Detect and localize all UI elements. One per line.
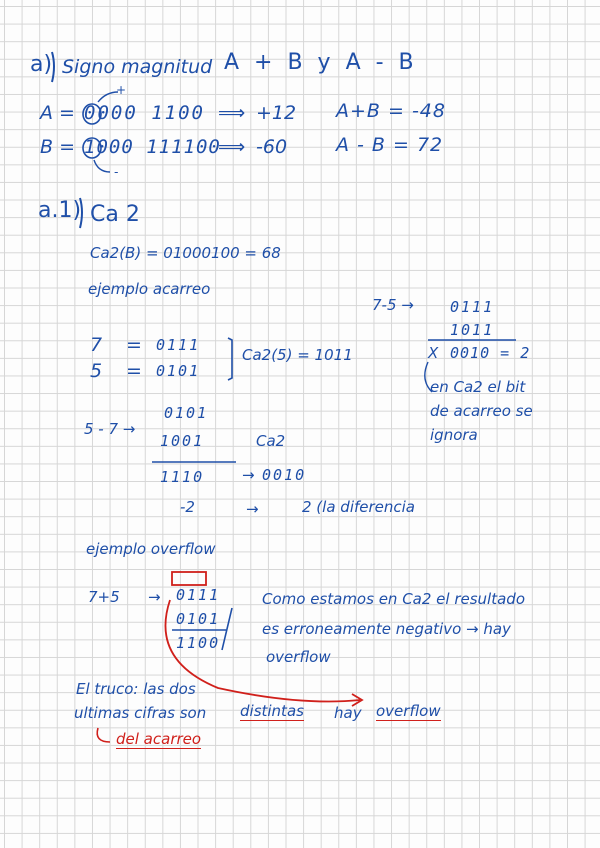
ca2-of-five: Ca2(5) = 1011	[242, 346, 353, 364]
overflow-line2: 0101	[176, 610, 221, 628]
sign-plus: +	[116, 83, 127, 97]
trick-line2a: ultimas cifras son	[74, 704, 207, 722]
a-row-value: +12	[256, 102, 297, 124]
section-a-title: Signo magnitud	[62, 56, 213, 78]
five-name: 5	[90, 360, 103, 382]
seven-bits: 0111	[156, 336, 201, 354]
ca2-of-b: Ca2(B) = 01000100 = 68	[90, 244, 281, 262]
a-row-bits: 0000 1100	[84, 102, 205, 124]
section-a-bracket	[52, 52, 54, 82]
b-row-bits: 1000 111100	[84, 136, 221, 158]
sub-7-5-line2: 1011	[450, 321, 495, 339]
overflow-line1: 0111	[176, 586, 221, 604]
b-row-value: -60	[256, 136, 288, 158]
sum-result: A+B = -48	[336, 100, 446, 122]
a-row-name: A =	[40, 102, 75, 124]
overflow-slash	[222, 608, 232, 650]
five-bits: 0101	[156, 362, 201, 380]
overflow-label: 7+5	[88, 588, 120, 606]
seven-eq: =	[126, 334, 142, 356]
sub-5-7-label: 5 - 7 →	[84, 420, 136, 438]
note-7-5-line1: en Ca2 el bit	[430, 378, 526, 396]
sub-5-7-line2: 1001	[160, 432, 205, 450]
bits-bracket	[228, 338, 232, 380]
carry-mark: X	[428, 344, 439, 362]
sub-5-7-minus-two: -2	[180, 498, 195, 516]
sign-arrow-a	[98, 92, 118, 102]
sub-5-7-line2-note: Ca2	[256, 432, 286, 450]
carry-box	[172, 572, 206, 585]
overflow-note-line1: Como estamos en Ca2 el resultado	[262, 590, 525, 608]
sub-5-7-explain: 2 (la diferencia	[302, 498, 415, 516]
sub-5-7-explain-arrow: →	[246, 500, 259, 518]
overflow-note-line3: overflow	[266, 648, 331, 666]
trick-overflow: overflow	[376, 702, 441, 720]
note-7-5-line3: ignora	[430, 426, 478, 444]
a-row-arrow: ⟹	[218, 102, 246, 124]
b-row-name: B =	[40, 136, 75, 158]
sub-7-5-label: 7-5 →	[372, 296, 414, 314]
five-eq: =	[126, 360, 142, 382]
section-a1-label: a.1)	[38, 198, 82, 223]
sub-7-5-result: 0010 = 2	[450, 344, 531, 362]
section-a-label: a)	[30, 52, 53, 77]
sub-5-7-result: 1110	[160, 468, 205, 486]
sign-minus: -	[114, 165, 119, 179]
sign-arrow-b	[94, 160, 110, 172]
diff-result: A - B = 72	[336, 134, 444, 156]
sub-5-7-result-arrow: →	[242, 466, 255, 484]
red-hook	[97, 728, 110, 742]
carry-example-title: ejemplo acarreo	[88, 280, 211, 298]
trick-distinct: distintas	[240, 702, 304, 720]
overflow-label-arrow: →	[148, 588, 161, 606]
trick-line1: El truco: las dos	[76, 680, 196, 698]
sub-5-7-result-conv: 0010	[262, 466, 307, 484]
sub-7-5-line1: 0111	[450, 298, 495, 316]
seven-name: 7	[90, 334, 103, 356]
overflow-example-title: ejemplo overflow	[86, 540, 216, 558]
b-row-arrow: ⟹	[218, 136, 246, 158]
section-a1-title: Ca 2	[90, 202, 140, 227]
section-a-ops: A + B y A - B	[224, 50, 418, 75]
sub-5-7-line1: 0101	[164, 404, 209, 422]
overflow-note-line2: es erroneamente negativo → hay	[262, 620, 511, 638]
trick-note: del acarreo	[116, 730, 202, 748]
trick-line2b: hay	[334, 704, 362, 722]
note-7-5-line2: de acarreo se	[430, 402, 533, 420]
overflow-result: 1100	[176, 634, 221, 652]
